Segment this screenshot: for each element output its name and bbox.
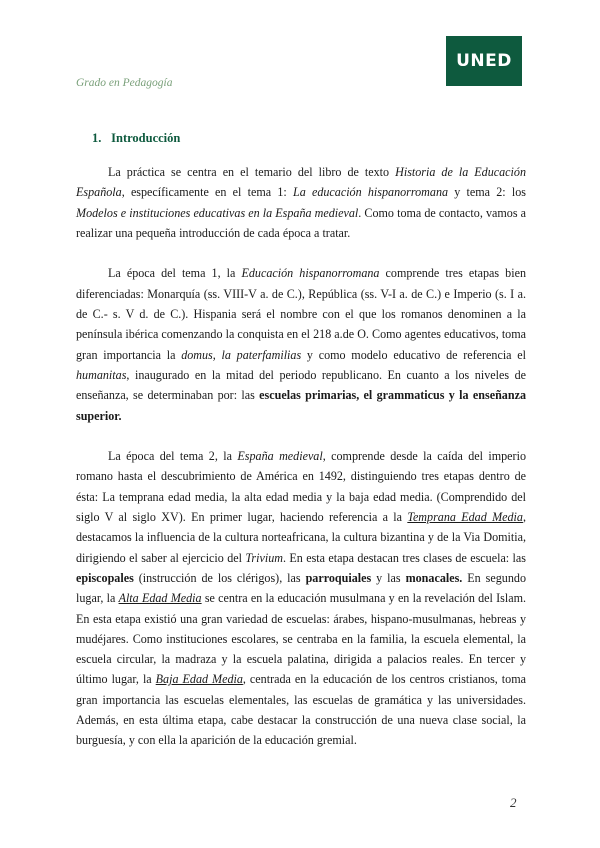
document-body	[76, 162, 526, 751]
book-title: Historia de la Educación Española	[76, 165, 526, 200]
header-subtitle: Grado en Pedagogía	[76, 77, 173, 89]
topic-2-title: Modelos e instituciones educativas en la España medieval	[76, 205, 359, 220]
bold-text: escuelas primarias, el grammaticus y la enseñanza superior.	[76, 388, 526, 423]
emphasis: domus, la paterfamilias	[181, 347, 302, 362]
bold-text: parroquiales	[305, 570, 372, 585]
topic-1-title: La educación hispanorromana	[292, 185, 449, 200]
text: y como modelo educativo de referencia el	[301, 347, 527, 362]
emphasis: Trivium	[245, 550, 284, 565]
text: . En esta etapa destacan tres clases de escuela: las	[283, 550, 526, 565]
underlined-term: Temprana Edad Media	[407, 510, 523, 525]
text: se centra en la educación musulmana y en la revelación del Islam. En esta etapa existió una gran variedad de escuelas: árabes, hispano-musulmanas, hebreas y mudéjares. Como instituciones escolares, se centraba en la familia, la escuela elemental, la escuela circular, la madraza y la escuela palatina, dirigida a palacios reales. En tercer y último lugar, la	[76, 591, 526, 687]
text: , inaugurado en la mitad del periodo republicano. En cuanto a los niveles de enseñanza, se determinaban por: las	[76, 367, 526, 403]
text: y tema 2: los	[448, 185, 526, 200]
bold-text: episcopales	[76, 570, 134, 585]
text: y las	[371, 570, 406, 585]
emphasis: humanitas	[76, 367, 127, 382]
text: , destacamos la influencia de la cultura norteafricana, la cultura bizantina y de la Via Domitia, dirigiendo el saber al ejercicio del	[76, 510, 526, 565]
text: La época del tema 1, la	[108, 266, 242, 281]
emphasis: España medieval	[237, 449, 323, 464]
text: , comprende desde la caída del imperio romano hasta el descubrimiento de América en 1492, distinguiendo tres etapas dentro de ésta: La temprana edad media, la alta edad media y la baja edad media. (Comprendido del siglo V al siglo XV). En primer lugar, haciendo referencia a la	[76, 449, 526, 525]
text: La época del tema 2, la	[108, 449, 238, 464]
emphasis: Educación hispanorromana	[241, 266, 380, 281]
bold-text: monacales.	[405, 570, 463, 585]
section-title: Introducción	[111, 131, 181, 145]
text: , específicamente en el tema 1:	[121, 185, 293, 200]
logo-text: UNED	[456, 51, 512, 71]
text: En segundo lugar, la	[76, 570, 526, 606]
underlined-term: Baja Edad Media	[155, 672, 243, 687]
section-number: 1.	[92, 131, 102, 145]
paragraph-3	[76, 446, 526, 750]
page-number: 2	[510, 795, 517, 810]
section-heading	[76, 131, 526, 146]
text: comprende tres etapas bien diferenciadas: Monarquía (ss. VIII-V a. de C.), República (ss. V-I a. de C.) e Imperio (s. I a. de C.- s. V d. de C.). Hispania será el nombre con el que los romanos denominen a la península ibérica comenzando la conquista en el 218 a.de O. Como agentes educativos, toma gran importancia la	[76, 266, 526, 362]
underlined-term: Alta Edad Media	[118, 591, 202, 606]
text: (instrucción de los clérigos), las	[133, 570, 306, 585]
text: , centrada en la educación de los centros cristianos, toma gran importancia las escuelas elementales, las escuelas de gramática y las universidades. Además, en esta última etapa, cabe destacar la construcción de una nueva clase social, la burguesía, y con ella la aparición de la educación gremial.	[76, 672, 526, 748]
text: . Como toma de contacto, vamos a realizar una pequeña introducción de cada época a tratar.	[76, 205, 526, 240]
text: La práctica se centra en el temario del libro de texto	[108, 165, 396, 179]
uned-logo	[446, 36, 522, 86]
paragraph-2	[76, 263, 526, 425]
paragraph-1	[76, 162, 526, 243]
